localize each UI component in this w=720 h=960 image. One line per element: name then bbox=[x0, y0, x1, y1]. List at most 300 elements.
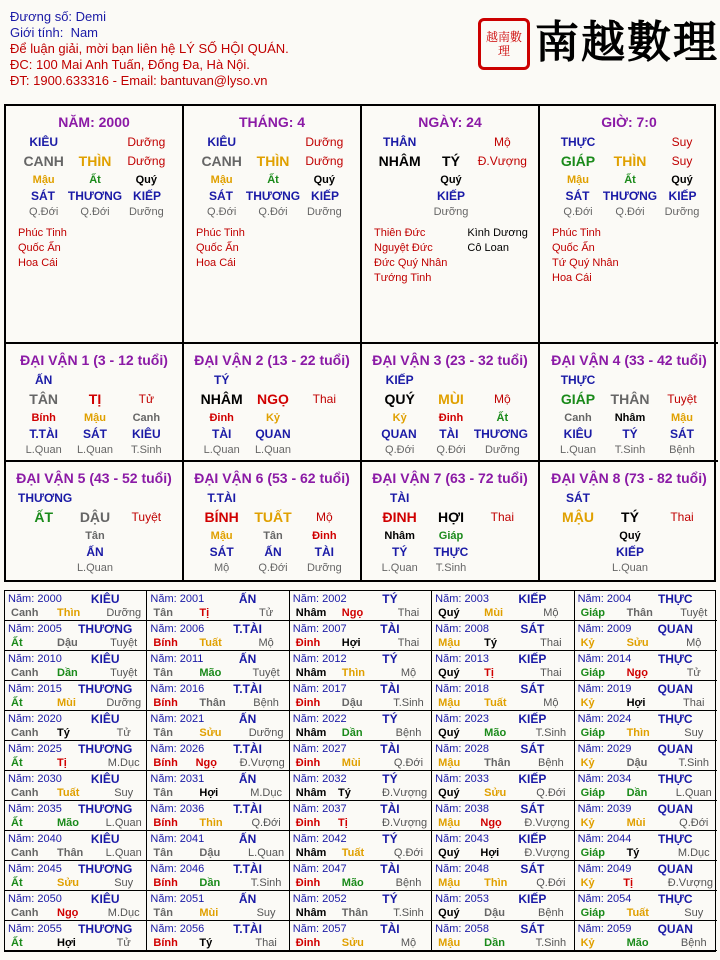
header-info bbox=[10, 9, 289, 89]
year-cell bbox=[147, 621, 289, 651]
year-thap-than: THỰC bbox=[657, 652, 693, 666]
year-label: Năm: bbox=[435, 713, 462, 725]
tang-can-truong-sinh: L.Quan bbox=[25, 444, 62, 456]
year-can: Mậu bbox=[438, 637, 461, 649]
year-number: 2009 bbox=[606, 623, 632, 635]
year-cell bbox=[290, 651, 432, 681]
tang-can: Nhâm bbox=[384, 530, 415, 542]
tang-can: Đinh bbox=[312, 530, 337, 542]
dai-van-6 bbox=[184, 462, 362, 580]
tang-can: Ất bbox=[267, 174, 279, 186]
year-truong-sinh: Bệnh bbox=[395, 877, 422, 889]
gender-line: Giới tính: Nam bbox=[10, 25, 99, 40]
year-chi: Dần bbox=[57, 667, 78, 679]
than-sat-item: Kình Dương bbox=[467, 227, 528, 239]
year-can: Bính bbox=[153, 757, 178, 769]
thien-can: NHÂM bbox=[200, 391, 243, 407]
year-can: Đinh bbox=[295, 817, 321, 829]
year-chi: Hợi bbox=[57, 937, 76, 949]
year-truong-sinh: Đ.Vượng bbox=[667, 877, 713, 889]
year-truong-sinh: Tử bbox=[116, 727, 131, 739]
year-truong-sinh: Mộ bbox=[258, 637, 274, 649]
year-can: Ất bbox=[11, 877, 23, 889]
tang-can: Quý bbox=[671, 174, 693, 186]
year-chi: Dậu bbox=[57, 637, 78, 649]
than-sat-item: Tướng Tinh bbox=[374, 272, 432, 284]
tang-can-truong-sinh: Q.Đới bbox=[29, 206, 59, 218]
year-label: Năm: bbox=[150, 923, 177, 935]
tang-can: Ất bbox=[496, 412, 509, 424]
year-can: Quý bbox=[438, 727, 460, 739]
year-truong-sinh: Q.Đới bbox=[536, 877, 566, 889]
tang-can-truong-sinh: L.Quan bbox=[76, 444, 114, 456]
year-can: Giáp bbox=[580, 787, 606, 799]
year-can: Canh bbox=[11, 667, 39, 679]
year-chi: Tuất bbox=[57, 787, 80, 799]
thien-can: ẤT bbox=[34, 509, 53, 525]
year-chi: Sửu bbox=[57, 877, 80, 889]
year-number: 2046 bbox=[179, 863, 205, 875]
year-can: Mậu bbox=[438, 757, 461, 769]
year-truong-sinh: Suy bbox=[114, 877, 134, 889]
year-cell bbox=[432, 741, 574, 771]
tang-can: Quý bbox=[440, 174, 462, 186]
year-number: 2058 bbox=[464, 923, 489, 935]
cell-title: ĐẠI VẬN 1 (3 - 12 tuổi) bbox=[20, 352, 168, 368]
year-thap-than: TÀI bbox=[380, 922, 400, 936]
tang-can-thap-than: ẤN bbox=[86, 545, 104, 559]
year-label: Năm: bbox=[435, 653, 462, 665]
year-thap-than: ẤN bbox=[238, 772, 257, 786]
year-chi: Ngọ bbox=[480, 817, 502, 829]
than-sat-item: Phúc Tinh bbox=[18, 227, 67, 239]
year-truong-sinh: Mộ bbox=[543, 607, 559, 619]
tang-can: Ất bbox=[89, 174, 101, 186]
year-thap-than: TÀI bbox=[380, 862, 400, 876]
year-truong-sinh: Bệnh bbox=[538, 907, 564, 919]
year-truong-sinh: Tuyệt bbox=[252, 667, 280, 679]
year-can: Đinh bbox=[295, 757, 321, 769]
year-chi: Mão bbox=[341, 877, 364, 889]
year-can: Ất bbox=[11, 757, 23, 769]
year-cell bbox=[575, 801, 717, 831]
year-chi: Tị bbox=[623, 877, 634, 889]
year-chi: Tuất bbox=[626, 907, 649, 919]
year-cell bbox=[290, 681, 432, 711]
year-thap-than: KIÊU bbox=[90, 832, 120, 846]
year-truong-sinh: T.Sinh bbox=[393, 697, 424, 709]
tang-can-thap-than: THỰC bbox=[433, 545, 469, 559]
year-label: Năm: bbox=[8, 923, 35, 935]
year-can: Mậu bbox=[438, 877, 461, 889]
chi-truong-sinh: Dưỡng bbox=[127, 154, 166, 168]
year-number: 2035 bbox=[37, 803, 62, 815]
year-label: Năm: bbox=[577, 713, 604, 725]
tang-can-thap-than: QUAN bbox=[255, 427, 291, 441]
year-label: Năm: bbox=[435, 593, 462, 605]
year-chi: Mùi bbox=[199, 907, 219, 919]
year-cell bbox=[5, 861, 147, 891]
year-chi: Thân bbox=[626, 607, 653, 619]
year-number: 2018 bbox=[464, 683, 489, 695]
year-thap-than: THƯƠNG bbox=[78, 682, 133, 696]
tang-can: Quý bbox=[135, 174, 158, 186]
year-chi: Thìn bbox=[199, 817, 223, 829]
year-thap-than: TÀI bbox=[380, 622, 400, 636]
year-number: 2007 bbox=[322, 623, 347, 635]
tang-can: Ất bbox=[624, 174, 636, 186]
year-thap-than: TÝ bbox=[382, 772, 398, 786]
tang-can: Mậu bbox=[567, 174, 589, 186]
tang-can: Canh bbox=[132, 412, 161, 424]
tang-can-thap-than: KIẾP bbox=[133, 189, 162, 203]
dia-chi: TỊ bbox=[88, 391, 102, 407]
year-chi: Mão bbox=[57, 817, 79, 829]
year-cell bbox=[432, 621, 574, 651]
tang-can-truong-sinh: Mộ bbox=[214, 562, 230, 574]
year-cell bbox=[575, 831, 717, 861]
year-label: Năm: bbox=[292, 653, 320, 665]
year-can: Nhâm bbox=[295, 847, 327, 859]
year-thap-than: THỰC bbox=[657, 832, 693, 846]
year-number: 2023 bbox=[464, 713, 489, 725]
year-can: Giáp bbox=[580, 847, 606, 859]
year-truong-sinh: M.Dục bbox=[107, 907, 140, 919]
year-truong-sinh: Đ.Vượng bbox=[524, 817, 570, 829]
year-thap-than: TÝ bbox=[382, 892, 398, 906]
pillar-grid bbox=[4, 104, 716, 582]
year-chi: Tý bbox=[626, 847, 640, 859]
dia-chi: NGỌ bbox=[257, 391, 289, 407]
year-can: Giáp bbox=[580, 727, 606, 739]
year-label: Năm: bbox=[577, 893, 604, 905]
tang-can: Tân bbox=[263, 530, 283, 542]
year-thap-than: ẤN bbox=[238, 652, 257, 666]
year-can: Bính bbox=[153, 937, 178, 949]
chi-truong-sinh: Mộ bbox=[315, 510, 333, 524]
year-label: Năm: bbox=[8, 863, 35, 875]
year-number: 2052 bbox=[322, 893, 347, 905]
year-cell bbox=[5, 741, 147, 771]
tang-can: Mậu bbox=[83, 412, 106, 424]
year-number: 2036 bbox=[179, 803, 205, 815]
year-thap-than: ẤN bbox=[238, 712, 257, 726]
year-label: Năm: bbox=[292, 863, 320, 875]
dia-chi: TUẤT bbox=[254, 509, 292, 525]
year-can: Quý bbox=[438, 667, 460, 679]
year-thap-than: KIẾP bbox=[518, 712, 547, 726]
year-cell bbox=[147, 771, 289, 801]
year-truong-sinh: Q.Đới bbox=[393, 847, 424, 859]
year-label: Năm: bbox=[577, 773, 604, 785]
year-label: Năm: bbox=[8, 683, 35, 695]
year-chi: Mão bbox=[484, 727, 507, 739]
year-can: Tân bbox=[153, 787, 173, 799]
year-thap-than: QUAN bbox=[657, 682, 693, 696]
year-thap-than: TÀI bbox=[380, 742, 400, 756]
tang-can-thap-than: KIÊU bbox=[563, 427, 593, 441]
year-label: Năm: bbox=[150, 803, 177, 815]
year-label: Năm: bbox=[150, 893, 177, 905]
year-truong-sinh: Thai bbox=[540, 667, 562, 679]
year-truong-sinh: T.Sinh bbox=[678, 757, 710, 769]
chi-truong-sinh: Mộ bbox=[493, 392, 511, 406]
year-chi: Mão bbox=[199, 667, 222, 679]
year-number: 2029 bbox=[606, 743, 632, 755]
year-can: Canh bbox=[11, 607, 39, 619]
year-number: 2044 bbox=[606, 833, 632, 845]
year-can: Giáp bbox=[580, 907, 606, 919]
than-sat-item: Hoa Cái bbox=[552, 272, 592, 284]
year-cell bbox=[575, 711, 717, 741]
year-can: Ất bbox=[11, 697, 23, 709]
year-thap-than: ẤN bbox=[238, 832, 257, 846]
than-sat-item: Quốc Ấn bbox=[196, 242, 239, 254]
can-truong-sinh: Dưỡng bbox=[127, 135, 166, 149]
year-truong-sinh: Dưỡng bbox=[248, 727, 284, 739]
year-number: 2053 bbox=[464, 893, 489, 905]
year-number: 2045 bbox=[37, 863, 62, 875]
tang-can-thap-than: TÝ bbox=[622, 427, 638, 441]
year-truong-sinh: Q.Đới bbox=[679, 817, 709, 829]
year-cell bbox=[575, 861, 717, 891]
pillar-4 bbox=[540, 106, 718, 344]
year-can: Đinh bbox=[295, 937, 321, 949]
year-can: Mậu bbox=[438, 697, 461, 709]
year-label: Năm: bbox=[8, 653, 35, 665]
thien-can: CANH bbox=[201, 153, 242, 169]
year-truong-sinh: M.Dục bbox=[677, 847, 710, 859]
year-label: Năm: bbox=[8, 623, 35, 635]
year-cell bbox=[290, 741, 432, 771]
can-thap-than: THỰC bbox=[560, 135, 596, 149]
tang-can: Mậu bbox=[32, 174, 55, 186]
tang-can-thap-than: THƯƠNG bbox=[245, 189, 301, 203]
year-number: 2027 bbox=[322, 743, 347, 755]
tang-can-truong-sinh: Dưỡng bbox=[664, 206, 700, 218]
year-truong-sinh: Bệnh bbox=[680, 937, 707, 949]
year-number: 2020 bbox=[37, 713, 62, 725]
year-cell bbox=[147, 861, 289, 891]
year-label: Năm: bbox=[435, 623, 462, 635]
can-thap-than: THỰC bbox=[560, 373, 596, 387]
tang-can-truong-sinh: Q.Đới bbox=[615, 206, 645, 218]
year-cell bbox=[575, 591, 717, 621]
year-chi: Mùi bbox=[484, 607, 504, 619]
can-thap-than: TÀI bbox=[389, 491, 410, 505]
year-label: Năm: bbox=[8, 773, 35, 785]
year-thap-than: QUAN bbox=[657, 742, 693, 756]
tang-can: Canh bbox=[564, 412, 592, 424]
year-can: Kỷ bbox=[580, 637, 595, 649]
year-number: 2049 bbox=[606, 863, 632, 875]
tang-can-truong-sinh: Q.Đới bbox=[385, 444, 415, 456]
tang-can: Mậu bbox=[210, 530, 233, 542]
year-cell bbox=[5, 801, 147, 831]
can-thap-than: THƯƠNG bbox=[18, 491, 73, 505]
dia-chi: DẬU bbox=[79, 509, 111, 525]
year-number: 2011 bbox=[179, 653, 204, 665]
dia-chi: THÌN bbox=[256, 153, 290, 169]
tang-can-truong-sinh: Dưỡng bbox=[306, 562, 342, 574]
year-truong-sinh: Tử bbox=[116, 937, 131, 949]
tang-can-thap-than: KIÊU bbox=[131, 427, 161, 441]
year-chi: Sửu bbox=[484, 787, 507, 799]
tang-can-thap-than: THƯƠNG bbox=[67, 189, 123, 203]
thien-can: NHÂM bbox=[378, 153, 421, 169]
than-sat-list bbox=[184, 226, 360, 271]
year-can: Nhâm bbox=[295, 727, 327, 739]
year-truong-sinh: Bệnh bbox=[395, 727, 422, 739]
year-thap-than: KIẾP bbox=[518, 592, 547, 606]
year-chi: Tị bbox=[199, 607, 210, 619]
year-label: Năm: bbox=[577, 863, 604, 875]
tang-can-truong-sinh: Q.Đới bbox=[258, 562, 288, 574]
year-can: Tân bbox=[153, 847, 173, 859]
year-cell bbox=[290, 711, 432, 741]
year-label: Năm: bbox=[435, 743, 462, 755]
than-sat-list bbox=[540, 226, 718, 286]
contact-line-2: ĐC: 100 Mai Anh Tuấn, Đống Đa, Hà Nội. bbox=[10, 57, 250, 72]
year-label: Năm: bbox=[292, 893, 320, 905]
year-cell bbox=[147, 681, 289, 711]
tang-can-truong-sinh: T.Sinh bbox=[131, 444, 162, 456]
year-cell bbox=[147, 651, 289, 681]
year-truong-sinh: Thai bbox=[397, 637, 420, 649]
year-number: 2014 bbox=[606, 653, 632, 665]
year-thap-than: T.TÀI bbox=[233, 622, 262, 636]
year-truong-sinh: Tuyệt bbox=[680, 607, 708, 619]
year-number: 2039 bbox=[606, 803, 632, 815]
year-chi: Tý bbox=[484, 637, 498, 649]
year-chi: Mão bbox=[626, 937, 649, 949]
year-thap-than: T.TÀI bbox=[233, 862, 262, 876]
tang-can-thap-than: SÁT bbox=[565, 189, 590, 203]
year-chi: Tuất bbox=[341, 847, 365, 859]
tang-can-truong-sinh: Q.Đới bbox=[436, 444, 466, 456]
thien-can: GIÁP bbox=[560, 153, 596, 169]
year-chi: Ngọ bbox=[341, 607, 364, 619]
tang-can: Quý bbox=[619, 530, 641, 542]
year-cell bbox=[290, 861, 432, 891]
year-label: Năm: bbox=[150, 593, 177, 605]
year-truong-sinh: Suy bbox=[114, 787, 134, 799]
year-cell bbox=[432, 921, 574, 951]
year-chi: Mùi bbox=[341, 757, 361, 769]
year-can: Canh bbox=[11, 727, 39, 739]
year-number: 2026 bbox=[179, 743, 205, 755]
tang-can-thap-than: TÝ bbox=[391, 545, 408, 559]
year-chi: Sửu bbox=[199, 727, 222, 739]
year-number: 2022 bbox=[322, 713, 347, 725]
year-can: Bính bbox=[153, 817, 178, 829]
year-can: Nhâm bbox=[295, 907, 327, 919]
year-truong-sinh: Dưỡng bbox=[106, 697, 142, 709]
year-cell bbox=[575, 621, 717, 651]
tang-can-thap-than: SÁT bbox=[208, 189, 233, 203]
year-chi: Thìn bbox=[57, 607, 81, 619]
year-label: Năm: bbox=[435, 863, 462, 875]
tang-can-truong-sinh: Dưỡng bbox=[128, 206, 164, 218]
year-cell bbox=[5, 681, 147, 711]
dai-van-2 bbox=[184, 344, 362, 462]
year-can: Quý bbox=[438, 847, 460, 859]
year-can: Kỷ bbox=[580, 937, 595, 949]
tang-can-thap-than: TÀI bbox=[314, 545, 334, 559]
tang-can-truong-sinh: L.Quan bbox=[203, 444, 240, 456]
year-label: Năm: bbox=[577, 833, 604, 845]
year-chi: Ngọ bbox=[626, 667, 648, 679]
year-cell bbox=[290, 801, 432, 831]
cell-title: GIỜ: 7:0 bbox=[601, 114, 657, 130]
tang-can-truong-sinh: L.Quan bbox=[381, 562, 418, 574]
year-label: Năm: bbox=[292, 683, 320, 695]
than-sat-item: Phúc Tinh bbox=[196, 227, 245, 239]
year-thap-than: TÝ bbox=[382, 652, 398, 666]
year-truong-sinh: Tử bbox=[259, 607, 274, 619]
year-chi: Hợi bbox=[480, 847, 500, 859]
year-label: Năm: bbox=[150, 863, 177, 875]
year-chi: Thân bbox=[57, 847, 84, 859]
than-sat-item: Hoa Cái bbox=[18, 257, 58, 269]
year-label: Năm: bbox=[577, 923, 604, 935]
chi-truong-sinh: Tuyệt bbox=[667, 392, 697, 406]
year-can: Tân bbox=[153, 907, 173, 919]
year-thap-than: THỰC bbox=[657, 892, 693, 906]
year-truong-sinh: Bệnh bbox=[538, 757, 564, 769]
tang-can-truong-sinh: L.Quan bbox=[76, 562, 114, 574]
year-number: 2025 bbox=[37, 743, 62, 755]
chi-truong-sinh: Thai bbox=[312, 392, 336, 406]
year-thap-than: KIẾP bbox=[518, 772, 547, 786]
year-can: Ất bbox=[11, 817, 23, 829]
thien-can: CANH bbox=[23, 153, 64, 169]
cell-title: NĂM: 2000 bbox=[58, 114, 130, 130]
than-sat-item: Quốc Ấn bbox=[18, 242, 61, 254]
year-number: 2013 bbox=[464, 653, 489, 665]
year-cell bbox=[290, 621, 432, 651]
year-label: Năm: bbox=[577, 743, 604, 755]
thien-can: BÍNH bbox=[204, 509, 239, 525]
year-can: Quý bbox=[438, 787, 460, 799]
than-sat-list bbox=[6, 226, 182, 271]
year-number: 2059 bbox=[606, 923, 632, 935]
year-cell bbox=[5, 831, 147, 861]
year-label: Năm: bbox=[150, 623, 177, 635]
thien-can: ĐINH bbox=[382, 509, 417, 525]
year-cell bbox=[432, 681, 574, 711]
year-chi: Mùi bbox=[626, 817, 646, 829]
can-truong-sinh: Suy bbox=[671, 135, 693, 149]
year-can: Đinh bbox=[295, 637, 321, 649]
year-cell bbox=[5, 651, 147, 681]
year-label: Năm: bbox=[292, 773, 320, 785]
tang-can: Kỷ bbox=[392, 412, 407, 424]
dai-van-3 bbox=[362, 344, 540, 462]
year-label: Năm: bbox=[292, 833, 320, 845]
year-thap-than: ẤN bbox=[238, 892, 257, 906]
year-chi: Tý bbox=[337, 787, 351, 799]
year-label: Năm: bbox=[292, 803, 320, 815]
chi-truong-sinh: Đ.Vượng bbox=[477, 154, 527, 168]
year-thap-than: KIẾP bbox=[518, 832, 547, 846]
year-thap-than: KIÊU bbox=[90, 892, 120, 906]
year-truong-sinh: Mộ bbox=[686, 637, 702, 649]
year-number: 2012 bbox=[322, 653, 347, 665]
year-can: Nhâm bbox=[295, 667, 327, 679]
year-chi: Dần bbox=[484, 937, 505, 949]
chi-truong-sinh: Dưỡng bbox=[305, 154, 344, 168]
